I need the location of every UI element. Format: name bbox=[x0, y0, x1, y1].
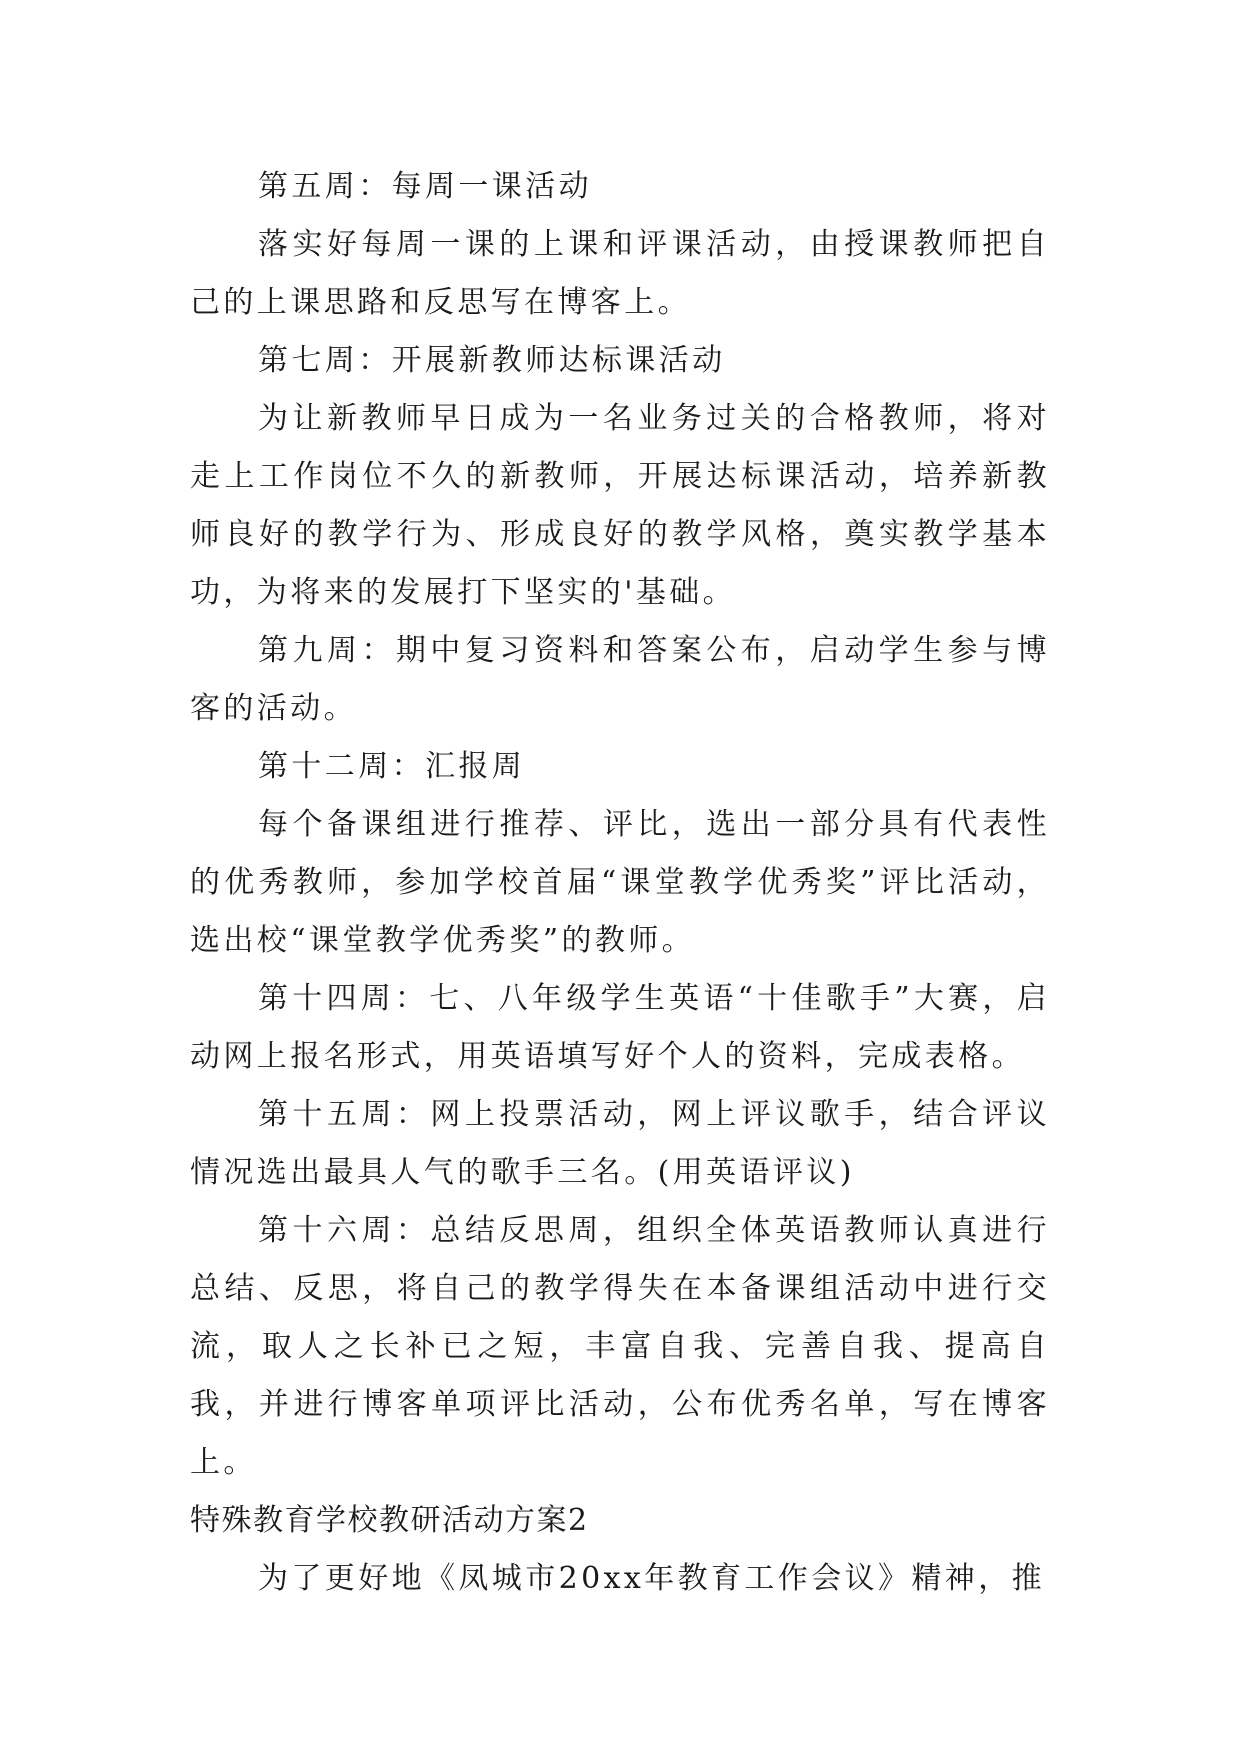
week14-paragraph: 第十四周：七、八年级学生英语“十佳歌手”大赛，启动网上报名形式，用英语填写好个人的资料，完成表格。 bbox=[190, 981, 1050, 1074]
week16-paragraph: 第十六周：总结反思周，组织全体英语教师认真进行总结、反思，将自己的教学得失在本备课组活动中进行交流，取人之长补已之短，丰富自我、完善自我、提高自我，并进行博客单项评比活动，公布优秀名单，写在博客上。 bbox=[190, 1213, 1050, 1480]
document-body bbox=[190, 158, 1050, 1608]
week7-body: 为让新教师早日成为一名业务过关的合格教师，将对走上工作岗位不久的新教师，开展达标课活动，培养新教师良好的教学行为、形成良好的教学风格，奠实教学基本功，为将来的发展打下坚实的'基础。 bbox=[190, 401, 1050, 610]
week12-body: 每个备课组进行推荐、评比，选出一部分具有代表性的优秀教师，参加学校首届“课堂教学优秀奖”评比活动，选出校“课堂教学优秀奖”的教师。 bbox=[190, 807, 1050, 958]
week7-heading: 第七周：开展新教师达标课活动 bbox=[258, 343, 726, 378]
section2-intro: 为了更好地《凤城市20xx年教育工作会议》精神，推 bbox=[258, 1561, 1046, 1596]
week12-heading: 第十二周：汇报周 bbox=[258, 749, 526, 784]
week15-paragraph: 第十五周：网上投票活动，网上评议歌手，结合评议情况选出最具人气的歌手三名。(用英语评议) bbox=[190, 1097, 1050, 1190]
week5-heading: 第五周：每周一课活动 bbox=[258, 169, 592, 204]
section-title: 特殊教育学校教研活动方案2 bbox=[190, 1503, 589, 1538]
week9-paragraph: 第九周：期中复习资料和答案公布，启动学生参与博客的活动。 bbox=[190, 633, 1050, 726]
week5-body: 落实好每周一课的上课和评课活动，由授课教师把自己的上课思路和反思写在博客上。 bbox=[190, 227, 1050, 320]
